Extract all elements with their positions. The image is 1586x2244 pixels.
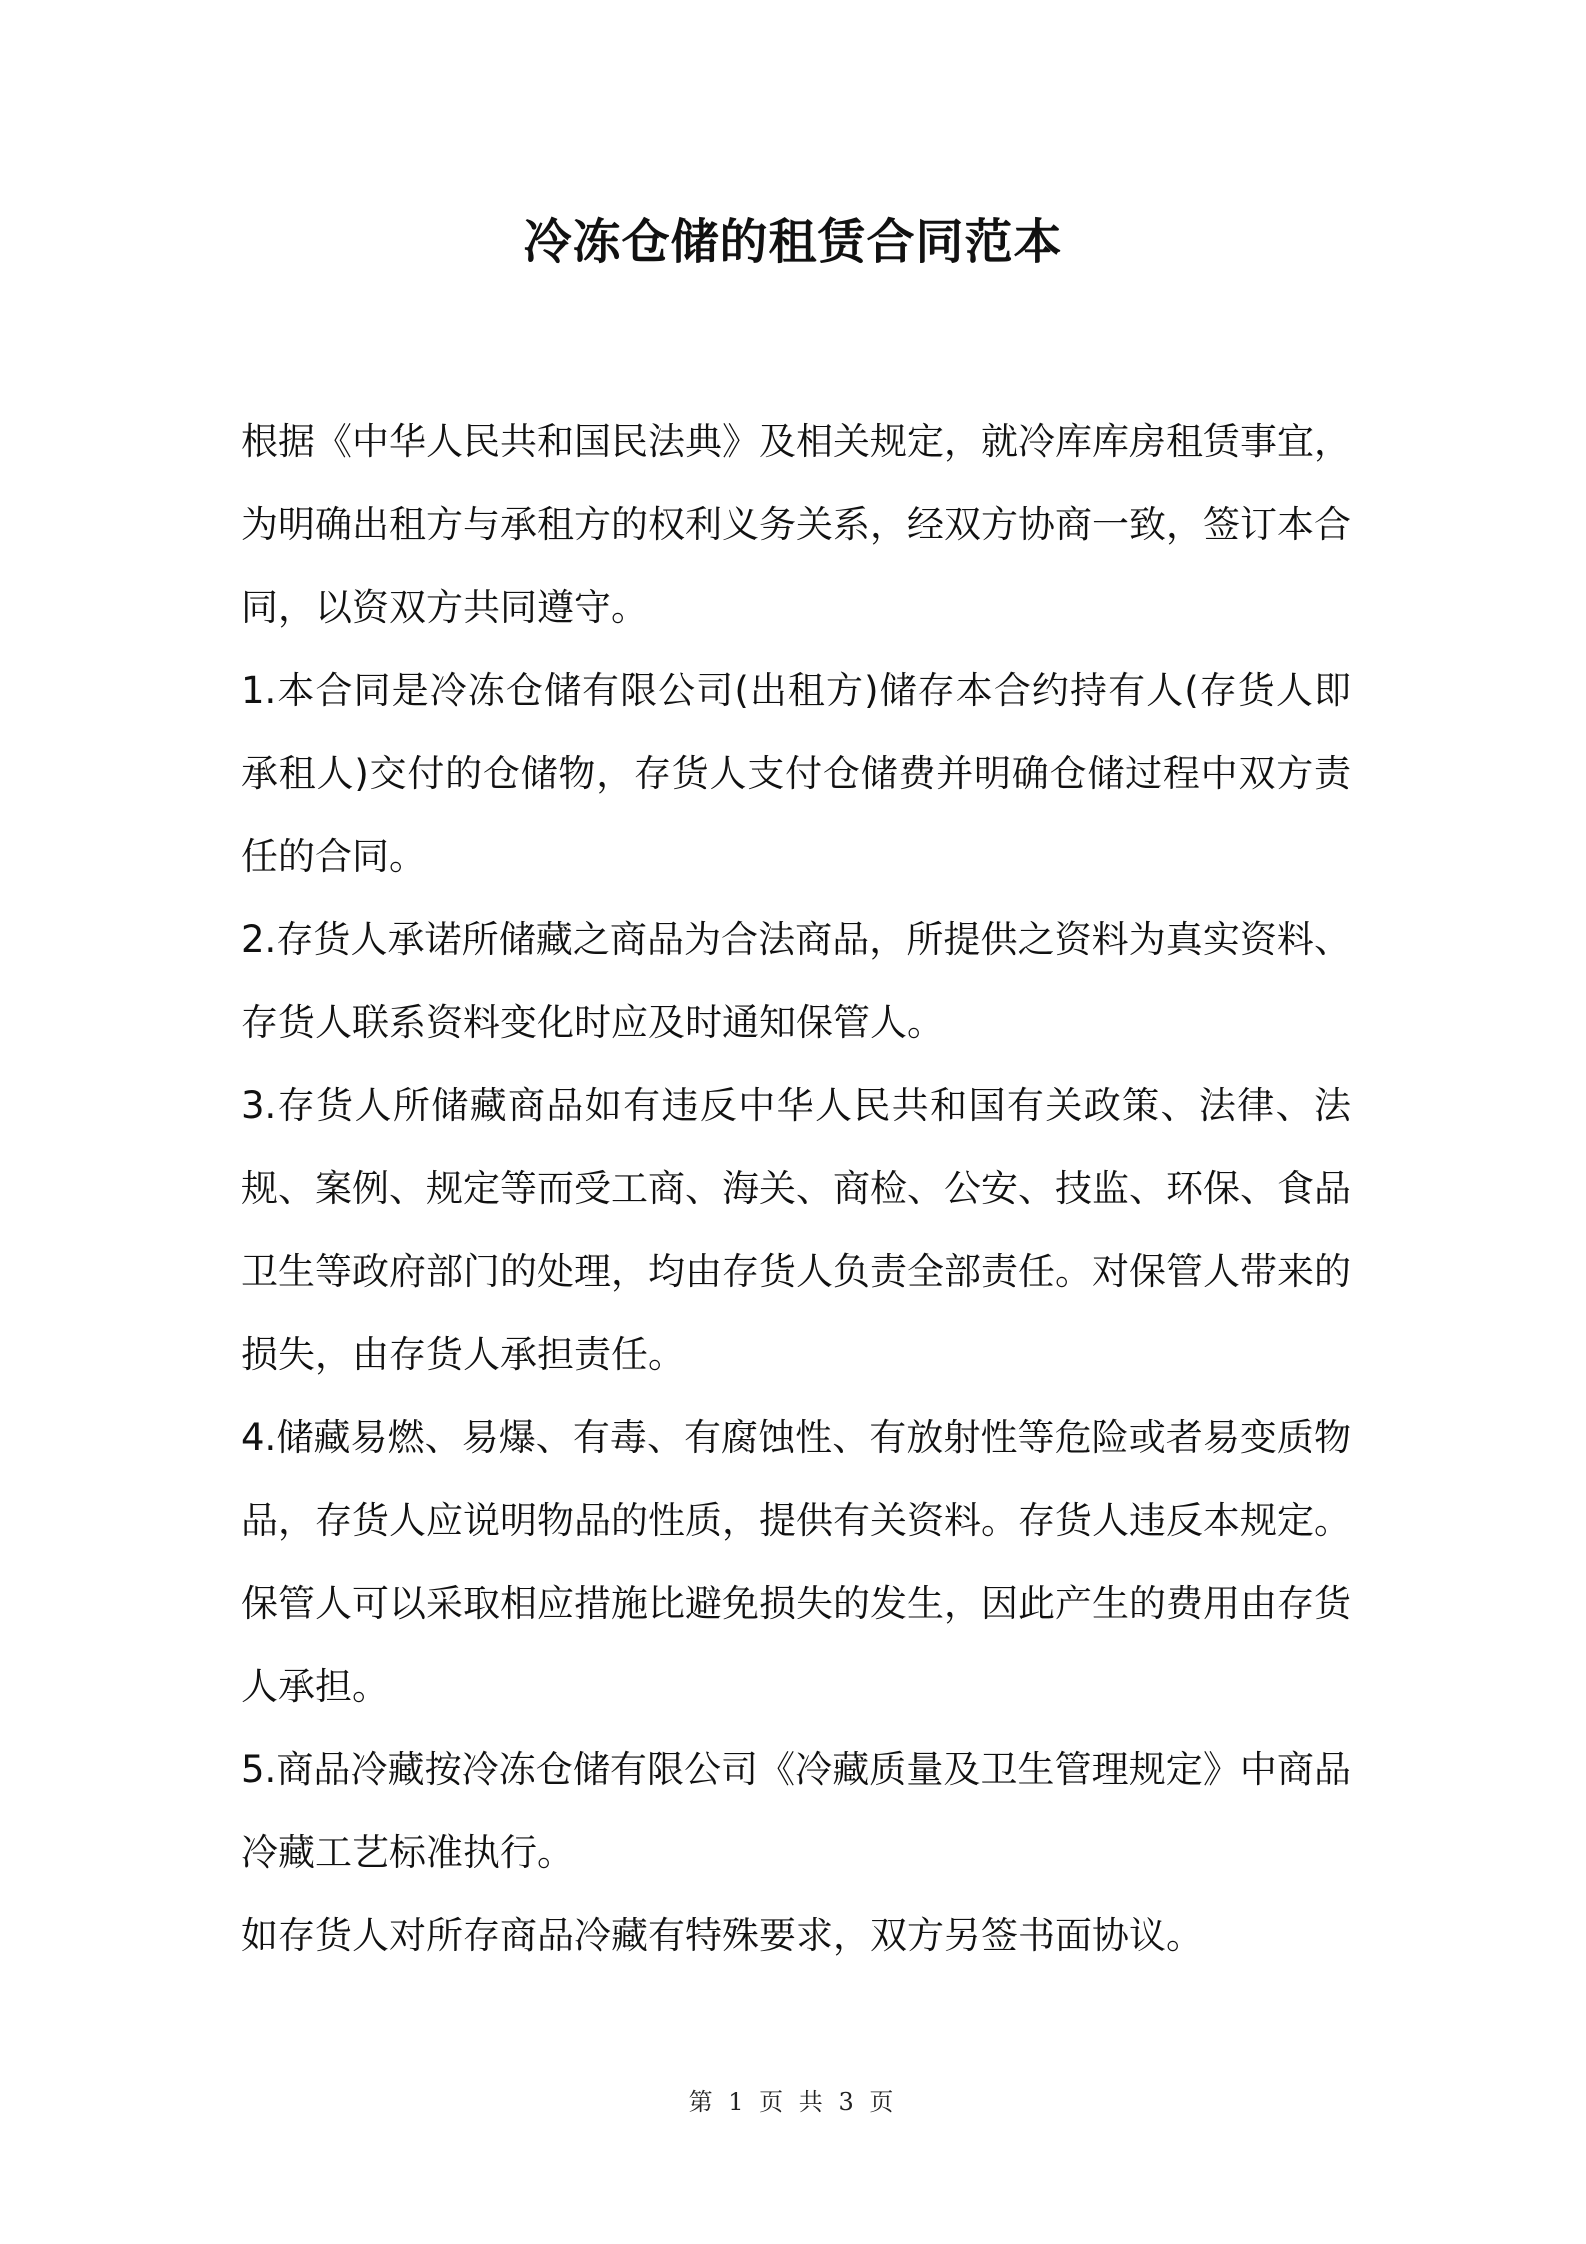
document-title: 冷冻仓储的租赁合同范本	[523, 214, 1063, 270]
clause-2-paragraph: 2.存货人承诺所储藏之商品为合法商品，所提供之资料为真实资料、存货人联系资料变化时应及时通知保管人。	[241, 918, 1351, 1044]
clause-4-paragraph: 4.储藏易燃、易爆、有毒、有腐蚀性、有放射性等危险或者易变质物品，存货人应说明物品的性质，提供有关资料。存货人违反本规定。保管人可以采取相应措施比避免损失的发生，因此产生的费用由存货人承担。	[241, 1416, 1351, 1708]
clause-5-paragraph: 5.商品冷藏按冷冻仓储有限公司《冷藏质量及卫生管理规定》中商品冷藏工艺标准执行。	[241, 1748, 1351, 1874]
document-body	[241, 400, 1351, 1977]
clause-1-paragraph: 1.本合同是冷冻仓储有限公司(出租方)储存本合约持有人(存货人即承租人)交付的仓储物，存货人支付仓储费并明确仓储过程中双方责任的合同。	[241, 669, 1351, 878]
intro-paragraph: 根据《中华人民共和国民法典》及相关规定，就冷库库房租赁事宜，为明确出租方与承租方的权利义务关系，经双方协商一致，签订本合同，以资双方共同遵守。	[241, 420, 1351, 629]
clause-3-paragraph: 3.存货人所储藏商品如有违反中华人民共和国有关政策、法律、法规、案例、规定等而受工商、海关、商检、公安、技监、环保、食品卫生等政府部门的处理，均由存货人负责全部责任。对保管人带来的损失，由存货人承担责任。	[241, 1084, 1351, 1376]
special-requirements-paragraph: 如存货人对所存商品冷藏有特殊要求，双方另签书面协议。	[241, 1914, 1203, 1957]
page-number-footer: 第 1 页 共 3 页	[688, 2088, 898, 2116]
